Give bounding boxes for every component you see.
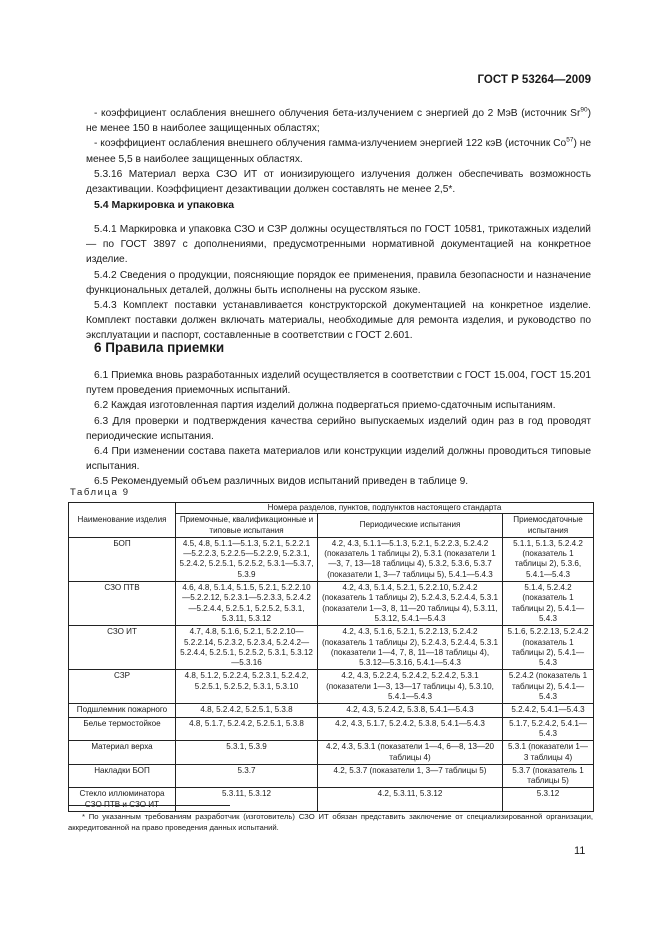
- row-name: СЗО ПТВ: [69, 582, 176, 626]
- page-number: 11: [574, 845, 586, 857]
- paragraph-5-4-3: 5.4.3 Комплект поставки устанавливается конструкторской документацией на конкретное изделие. Комплект поставки должен включать материалы, необходимые для ремонта изделия, и руководство по эксплуатации и паспорт, составленные в соответствии с ГОСТ 2.601.: [86, 300, 591, 342]
- header-acceptance: Приемочные, квалификационные и типовые испытания: [176, 514, 318, 538]
- section-5-4-body: [86, 222, 591, 344]
- table-row: [69, 670, 594, 704]
- table-row: [69, 582, 594, 626]
- table-row: [69, 741, 594, 765]
- table-row: [69, 704, 594, 717]
- row-name: Материал верха: [69, 741, 176, 765]
- table-9: [68, 502, 594, 812]
- cell-acceptance: 4.8, 5.1.7, 5.2.4.2, 5.2.5.1, 5.3.8: [176, 717, 318, 741]
- row-name: Накладки БОП: [69, 764, 176, 788]
- cell-acceptance: 4.7, 4.8, 5.1.6, 5.2.1, 5.2.2.10—5.2.2.14, 5.2.3.2, 5.2.3.4, 5.2.4.2—5.2.4.4, 5.2.5.1, 5.2.5.2, 5.3.1, 5.3.12—5.3.16: [176, 626, 318, 670]
- table-row: [69, 717, 594, 741]
- cell-periodic: 4.2, 5.3.11, 5.3.12: [318, 788, 503, 812]
- cell-delivery: 5.3.1 (показатели 1—3 таблицы 4): [503, 741, 594, 765]
- cell-delivery: 5.2.4.2 (показатель 1 таблицы 2), 5.4.1—5.4.3: [503, 670, 594, 704]
- paragraph-gamma: - коэффициент ослабления внешнего облучения гамма-излучением энергией 122 кэВ (источник Co$^{57}$) не менее 5,5 в наиболее защищенных областях.: [86, 137, 592, 165]
- row-name: БОП: [69, 537, 176, 581]
- header-group: Номера разделов, пунктов, подпунктов настоящего стандарта: [176, 503, 594, 514]
- header-delivery: Приемосдаточные испытания: [503, 514, 594, 538]
- cell-delivery: 5.3.12: [503, 788, 594, 812]
- cell-periodic: 4.2, 4.3, 5.1.4, 5.2.1, 5.2.2.10, 5.2.4.2 (показатель 1 таблицы 2), 5.2.4.3, 5.2.4.4, 5.3.1 (показатели 1—3, 8, 11—20 таблицы 4), 5.3.11, 5.3.12, 5.4.1—5.4.3: [318, 582, 503, 626]
- cell-delivery: 5.1.4, 5.2.4.2 (показатель 1 таблицы 2), 5.4.1—5.4.3: [503, 582, 594, 626]
- cell-periodic: 4.2, 4.3, 5.2.4.2, 5.3.8, 5.4.1—5.4.3: [318, 704, 503, 717]
- paragraph-5-3-16: 5.3.16 Материал верха СЗО ИТ от ионизирующего излучения должен обеспечивать возможность дезактивации. Коэффициент дезактивации должен составлять не менее 2,5*.: [86, 168, 591, 196]
- cell-delivery: 5.1.1, 5.1.3, 5.2.4.2 (показатель 1 таблицы 2), 5.3.6, 5.4.1—5.4.3: [503, 537, 594, 581]
- paragraph-beta: - коэффициент ослабления внешнего облучения бета-излучением с энергией до 2 МэВ (источник Sr$^{90}$) не менее 150 в наиболее защищенных областях;: [86, 106, 591, 135]
- table-row: [69, 537, 594, 581]
- section-5-4-title: 5.4 Маркировка и упаковка: [94, 199, 235, 211]
- cell-delivery: 5.1.7, 5.2.4.2, 5.4.1—5.4.3: [503, 717, 594, 741]
- cell-acceptance: 4.6, 4.8, 5.1.4, 5.1.5, 5.2.1, 5.2.2.10—5.2.2.12, 5.2.3.1—5.2.3.3, 5.2.4.2—5.2.4.4, 5.2.5.1, 5.2.5.2, 5.3.1, 5.3.11, 5.3.12: [176, 582, 318, 626]
- cell-acceptance: 5.3.11, 5.3.12: [176, 788, 318, 812]
- table-row: [69, 764, 594, 788]
- footnote-divider: [68, 805, 230, 806]
- cell-periodic: 4.2, 4.3, 5.1.1—5.1.3, 5.2.1, 5.2.2.3, 5.2.4.2 (показатель 1 таблицы 2), 5.3.1 (показатели 1—3, 7, 13—18 таблицы 4), 5.3.2, 5.3.6, 5.3.7 (показатели 1, 3—7 таблицы 5), 5.4.1—5.4.3: [318, 537, 503, 581]
- cell-periodic: 4.2, 4.3, 5.1.6, 5.2.1, 5.2.2.13, 5.2.4.2 (показатель 1 таблицы 2), 5.2.4.3, 5.2.4.4, 5.3.1 (показатели 1—4, 7, 8, 11—18 таблицы 4), 5.3.12—5.3.16, 5.4.1—5.4.3: [318, 626, 503, 670]
- paragraph-6-1: 6.1 Приемка вновь разработанных изделий осуществляется в соответствии с ГОСТ 15.004, ГОСТ 15.201 путем проведения приемочных испытаний.: [86, 370, 591, 397]
- paragraph-6-3: 6.3 Для проверки и подтверждения качества серийно выпускаемых изделий один раз в год проводят периодические испытания.: [86, 415, 591, 442]
- top-paragraphs: [86, 106, 591, 197]
- cell-periodic: 4.2, 4.3, 5.2.2.4, 5.2.4.2, 5.2.4.2, 5.3.1 (показатели 1—3, 13—17 таблицы 4), 5.3.10, 5.4.1—5.4.3: [318, 670, 503, 704]
- cell-delivery: 5.2.4.2, 5.4.1—5.4.3: [503, 704, 594, 717]
- cell-delivery: 5.3.7 (показатель 1 таблицы 5): [503, 764, 594, 788]
- table-row: [69, 626, 594, 670]
- cell-acceptance: 4.5, 4.8, 5.1.1—5.1.3, 5.2.1, 5.2.2.1—5.2.2.3, 5.2.2.5—5.2.2.9, 5.2.3.1, 5.2.4.2, 5.2.5.1, 5.2.5.2, 5.3.1—5.3.7, 5.3.9: [176, 537, 318, 581]
- paragraph-5-4-1: 5.4.1 Маркировка и упаковка СЗО и СЗР должны осуществляться по ГОСТ 10581, трикотажных изделий — по ГОСТ 3897 с дополнениями, предусмотренными нормативной документацией на конкретное изделие.: [86, 224, 591, 266]
- cell-acceptance: 4.8, 5.1.2, 5.2.2.4, 5.2.3.1, 5.2.4.2, 5.2.5.1, 5.2.5.2, 5.3.1, 5.3.10: [176, 670, 318, 704]
- footnote: * По указанным требованиям разработчик (изготовитель) СЗО ИТ обязан представить заключение от специализированной организации, аккредитованной на право проведения данных испытаний.: [68, 812, 593, 832]
- paragraph-6-5: 6.5 Рекомендуемый объем различных видов испытаний приведен в таблице 9.: [94, 476, 469, 488]
- cell-acceptance: 4.8, 5.2.4.2, 5.2.5.1, 5.3.8: [176, 704, 318, 717]
- section-6-body: [86, 368, 591, 490]
- table-row: [69, 788, 594, 812]
- header-periodic: Периодические испытания: [318, 514, 503, 538]
- standard-header: ГОСТ Р 53264—2009: [477, 74, 591, 86]
- header-item-name: Наименование изделия: [69, 503, 176, 538]
- row-name: Белье термостойкое: [69, 717, 176, 741]
- paragraph-6-2: 6.2 Каждая изготовленная партия изделий должна подвергаться приемо-сдаточным испытаниям.: [94, 400, 556, 412]
- row-name: СЗР: [69, 670, 176, 704]
- section-6-title: 6 Правила приемки: [94, 340, 225, 355]
- paragraph-5-4-2: 5.4.2 Сведения о продукции, поясняющие порядок ее применения, правила безопасности и назначение функциональных деталей, должны быть исполнены на русском языке.: [86, 269, 591, 296]
- row-name: Стекло иллюминатора СЗО ПТВ и СЗО ИТ: [69, 788, 176, 812]
- row-name: Подшлемник пожарного: [69, 704, 176, 717]
- paragraph-6-4: 6.4 При изменении состава пакета материалов или конструкции изделий должны проводиться типовые испытания.: [86, 446, 591, 473]
- cell-acceptance: 5.3.7: [176, 764, 318, 788]
- cell-periodic: 4.2, 4.3, 5.1.7, 5.2.4.2, 5.3.8, 5.4.1—5.4.3: [318, 717, 503, 741]
- cell-delivery: 5.1.6, 5.2.2.13, 5.2.4.2 (показатель 1 таблицы 2), 5.4.1—5.4.3: [503, 626, 594, 670]
- row-name: СЗО ИТ: [69, 626, 176, 670]
- cell-periodic: 4.2, 5.3.7 (показатели 1, 3—7 таблицы 5): [318, 764, 503, 788]
- cell-acceptance: 5.3.1, 5.3.9: [176, 741, 318, 765]
- cell-periodic: 4.2, 4.3, 5.3.1 (показатели 1—4, 6—8, 13—20 таблицы 4): [318, 741, 503, 765]
- table-caption: Таблица 9: [70, 487, 130, 498]
